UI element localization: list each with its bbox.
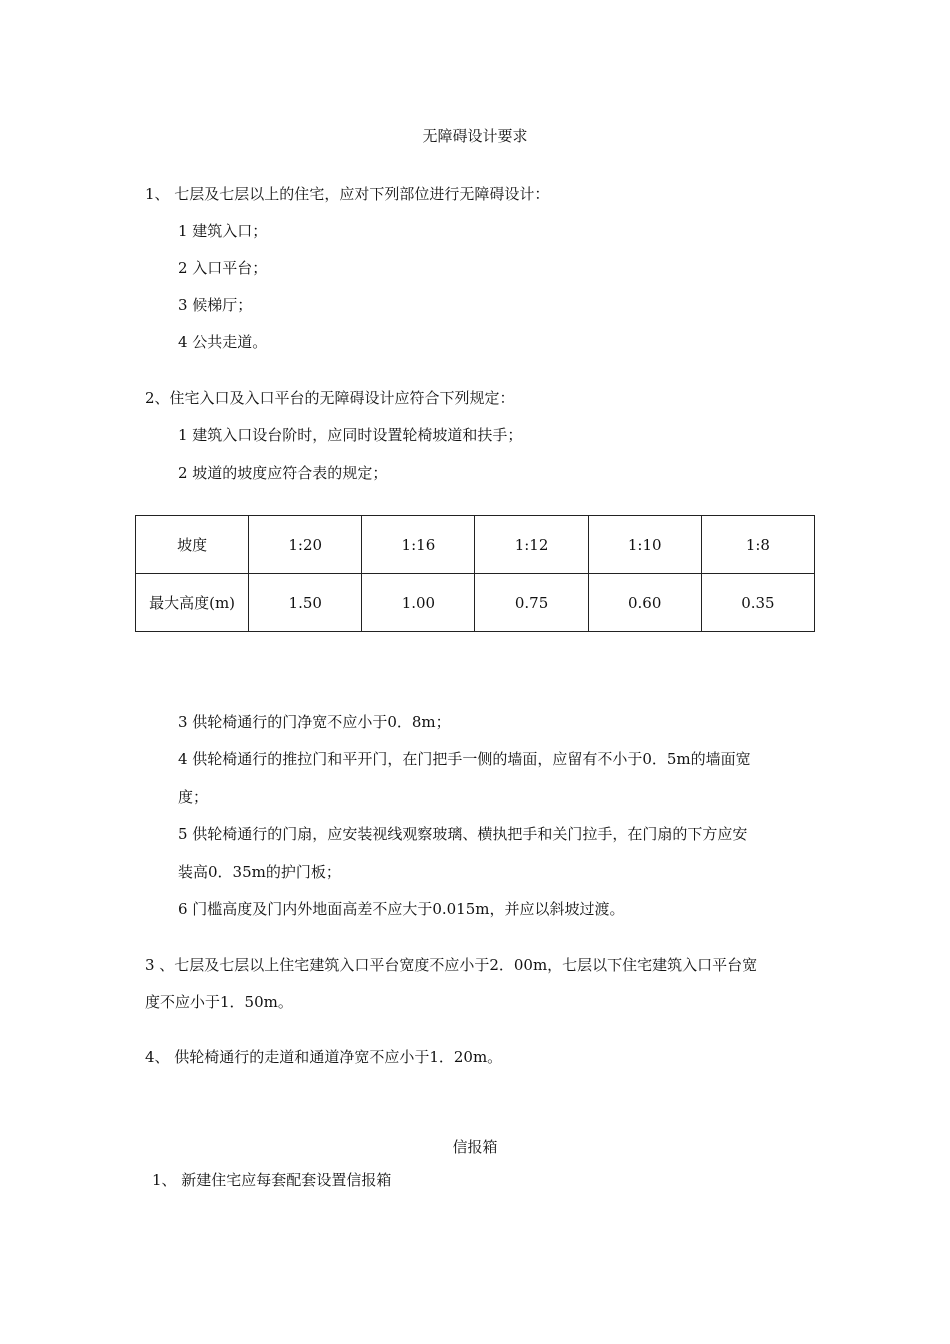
table-cell: 1:16	[362, 516, 475, 574]
item-1-sub-4: 4 公共走道。	[178, 333, 268, 351]
item-3-cont: 度不应小于1．50m。	[145, 993, 293, 1011]
table-cell: 1:10	[588, 516, 701, 574]
item-2: 2、住宅入口及入口平台的无障碍设计应符合下列规定：	[145, 389, 515, 407]
table-cell: 1.00	[362, 574, 475, 632]
item-1: 1、 七层及七层以上的住宅，应对下列部位进行无障碍设计：	[145, 185, 550, 203]
item-2-sub-5: 5 供轮椅通行的门扇，应安装视线观察玻璃、横执把手和关门拉手，在门扇的下方应安	[178, 825, 748, 843]
item-1-sub-2: 2 入口平台；	[178, 259, 268, 277]
section-title: 无障碍设计要求	[422, 127, 528, 145]
item-2-sub-2: 2 坡道的坡度应符合表的规定；	[178, 464, 388, 482]
table-cell: 坡度	[136, 516, 249, 574]
table-row	[136, 516, 815, 574]
table-row	[136, 574, 815, 632]
table-cell: 1.50	[249, 574, 362, 632]
table-cell: 1:8	[701, 516, 814, 574]
item-1-sub-1: 1 建筑入口；	[178, 222, 268, 240]
mailbox-item-1: 1、 新建住宅应每套配套设置信报箱	[152, 1171, 392, 1189]
item-2-sub-6: 6 门槛高度及门内外地面高差不应大于0.015m，并应以斜坡过渡。	[178, 900, 625, 918]
item-2-sub-4-cont: 度；	[178, 788, 209, 806]
table-cell: 1:20	[249, 516, 362, 574]
table-cell: 最大高度(m)	[136, 574, 249, 632]
table-cell: 1:12	[475, 516, 588, 574]
item-2-sub-3: 3 供轮椅通行的门净宽不应小于0．8m；	[178, 713, 451, 731]
slope-table	[135, 515, 815, 632]
item-1-sub-3: 3 候梯厅；	[178, 296, 253, 314]
item-3: 3 、七层及七层以上住宅建筑入口平台宽度不应小于2．00m，七层以下住宅建筑入口平台宽	[145, 956, 758, 974]
item-2-sub-1: 1 建筑入口设台阶时，应同时设置轮椅坡道和扶手；	[178, 426, 523, 444]
table-cell: 0.60	[588, 574, 701, 632]
table-cell: 0.75	[475, 574, 588, 632]
section-title-mailbox: 信报箱	[452, 1138, 498, 1156]
item-4: 4、 供轮椅通行的走道和通道净宽不应小于1．20m。	[145, 1048, 503, 1066]
item-2-sub-4: 4 供轮椅通行的推拉门和平开门，在门把手一侧的墙面，应留有不小于0．5m的墙面宽	[178, 750, 751, 768]
table-cell: 0.35	[701, 574, 814, 632]
item-2-sub-5-cont: 装高0．35m的护门板；	[178, 863, 341, 881]
